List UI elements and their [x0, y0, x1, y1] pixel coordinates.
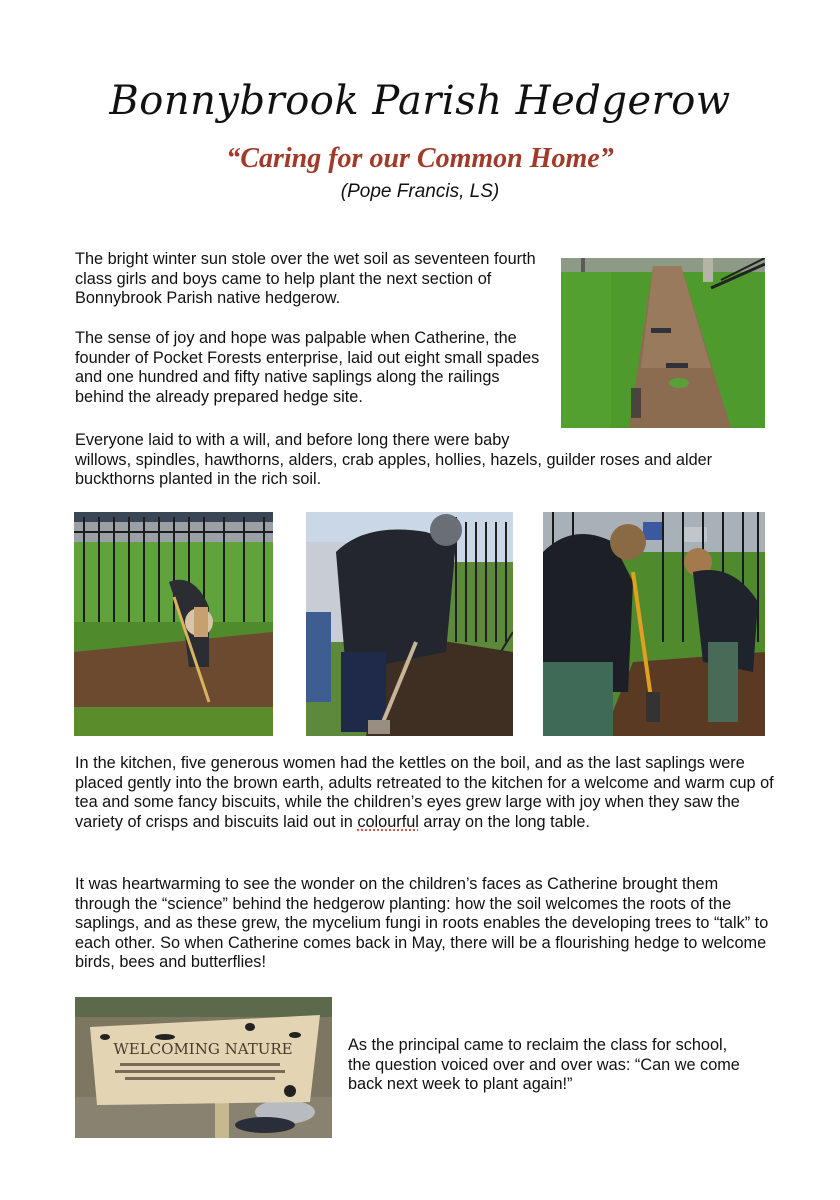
photo-children-planting-3 [543, 512, 765, 736]
sign-lettering: WELCOMING NATURE [113, 1040, 293, 1058]
photo-welcoming-nature-sign [75, 997, 332, 1138]
paragraph-closing: As the principal came to reclaim the class for school, the question voiced over and over was: “Can we come back next week to plant again!” [348, 1036, 740, 1094]
photo-hedge-path [561, 258, 765, 428]
photo-child-planting-2 [306, 512, 513, 736]
paragraph-science: It was heartwarming to see the wonder on the children’s faces as Catherine brought them through the “science” behind the hedgerow planting: how the soil welcomes the roots of the saplings, and as these grew, the mycelium fungi in roots enables the developing trees to “talk” to each other. So when Catherine comes back in May, there will be a flourishing hedge to welcome birds, bees and butterflies! [75, 875, 769, 972]
paragraph-kitchen-text-after: array on the long table. [418, 812, 590, 831]
page-subtitle-quote: “Caring for our Common Home” [226, 143, 614, 174]
paragraph-planting [75, 431, 775, 490]
paragraph-kitchen [75, 754, 775, 832]
paragraph-kitchen-text-before: In the kitchen, five generous women had the kettles on the boil, and as the last saplings were placed gently into the brown earth, adults retreated to the kitchen for a welcome and warm cup of tea and some fancy biscuits, while the children’s eyes grew large with joy when they saw the variety of crisps and biscuits laid out in [75, 754, 774, 831]
photo-child-planting-1 [74, 512, 273, 736]
paragraph-planting-rest: willows, spindles, hawthorns, alders, crab apples, hollies, hazels, guilder roses and alder buckthorns planted in the rich soil. [75, 450, 713, 489]
paragraph-planting-line-1: Everyone laid to with a will, and before long there were baby [75, 431, 510, 449]
quote-attribution: (Pope Francis, LS) [340, 181, 500, 202]
paragraph-catherine: The sense of joy and hope was palpable when Catherine, the founder of Pocket Forests enterprise, laid out eight small spades and one hundred and fifty native saplings along the railings behind the already prepared hedge site. [75, 329, 540, 406]
paragraph-intro: The bright winter sun stole over the wet soil as seventeen fourth class girls and boys came to help plant the next section of Bonnybrook Parish native hedgerow. [75, 250, 536, 308]
spellcheck-flagged-word[interactable]: colourful [357, 812, 419, 831]
page-title: Bonnybrook Parish Hedgerow [109, 78, 731, 124]
